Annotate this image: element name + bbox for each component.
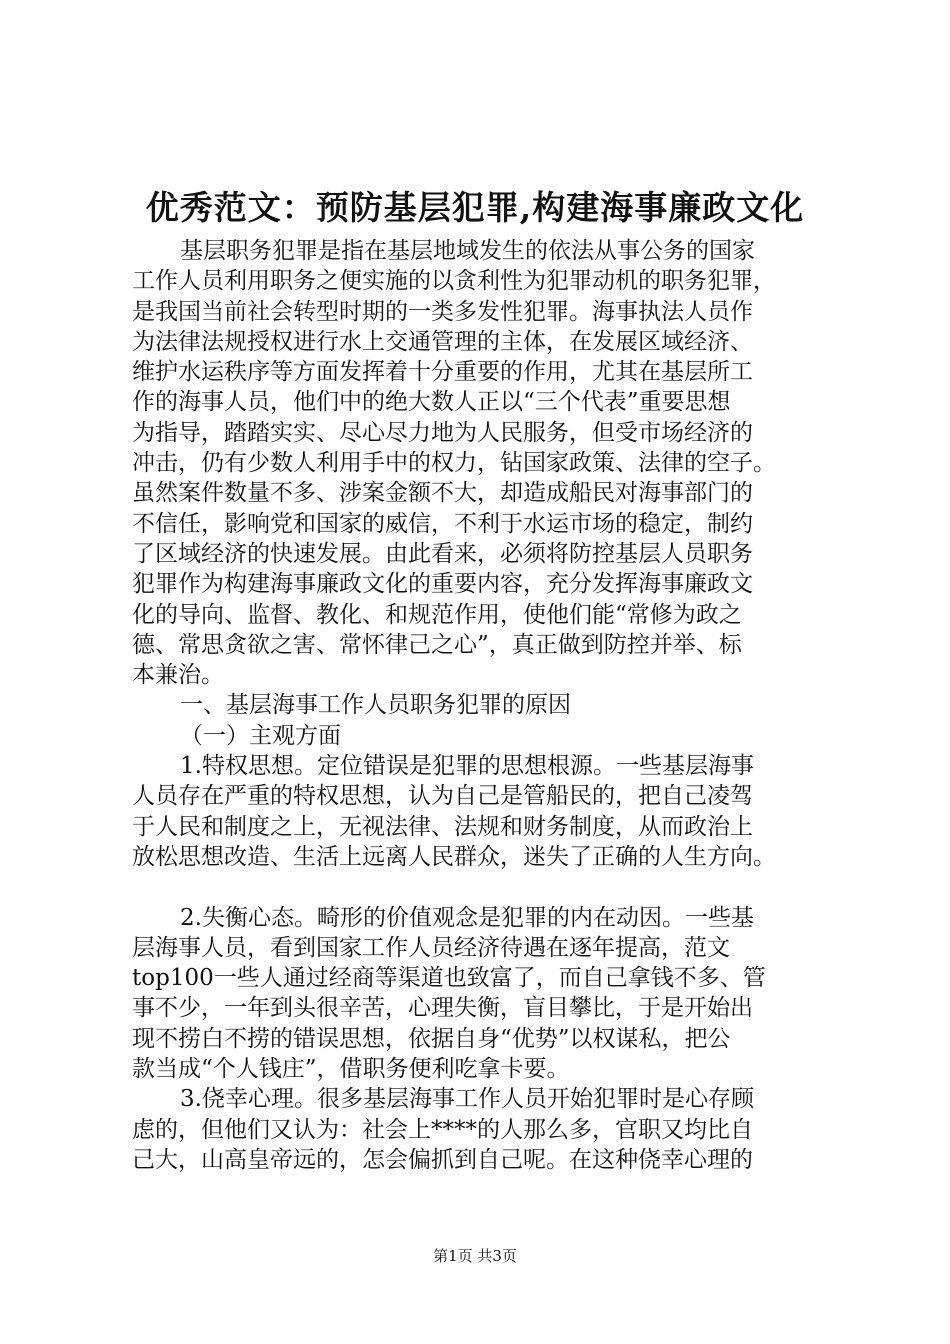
text-line: 款当成“个人钱庄”，借职务便利吃拿卡要。 [132, 1056, 570, 1083]
text-line: 事不少，一年到头很辛苦，心理失衡，盲目攀比，于是开始出 [132, 995, 753, 1022]
text-line: 是我国当前社会转型时期的一类多发性犯罪。海事执法人员作 [132, 298, 753, 325]
text-line: 不信任，影响党和国家的威信，不利于水运市场的稳定，制约 [132, 510, 753, 537]
text-line: 基层职务犯罪是指在基层地域发生的依法从事公务的国家 [180, 238, 755, 264]
page-number-footer: 第1页 共3页 [433, 1247, 517, 1265]
text-line: 化的导向、监督、教化、和规范作用，使他们能“常修为政之 [132, 601, 742, 628]
text-line: 犯罪作为构建海事廉政文化的重要内容，充分发挥海事廉政文 [132, 571, 753, 598]
text-line: 为指导，踏踏实实、尽心尽力地为人民服务，但受市场经济的 [132, 419, 753, 446]
text-line: 德、常思贪欲之害、常怀律己之心”，真正做到防控并举、标 [132, 631, 742, 658]
text-line: 放松思想改造、生活上远离人民群众，迷失了正确的人生方向。 [132, 843, 776, 870]
text-line: 现不捞白不捞的错误思想，依据自身“优势”以权谋私，把公 [132, 1025, 731, 1052]
text-line: 人员存在严重的特权思想，认为自己是管船民的，把自己凌驾 [132, 783, 753, 810]
text-line: 维护水运秩序等方面发挥着十分重要的作用，尤其在基层所工 [132, 359, 753, 386]
text-line: 为法律法规授权进行水上交通管理的主体，在发展区域经济、 [132, 328, 753, 355]
text-line: 2.失衡心态。畸形的价值观念是犯罪的内在动因。一些基 [180, 904, 754, 931]
document-body [132, 236, 832, 1175]
text-line: 虽然案件数量不多、涉案金额不大，却造成船民对海事部门的 [132, 480, 753, 507]
section-heading: 一、基层海事工作人员职务犯罪的原因 [180, 692, 571, 719]
text-line: 工作人员利用职务之便实施的以贪利性为犯罪动机的职务犯罪， [132, 268, 776, 295]
text-line: top100一些人通过经商等渠道也致富了，而自己拿钱不多、管 [132, 965, 766, 992]
text-line: 了区域经济的快速发展。由此看来，必须将防控基层人员职务 [132, 540, 753, 567]
text-line: 层海事人员，看到国家工作人员经济待遇在逐年提高，范文 [132, 934, 730, 961]
subsection-heading: （一）主观方面 [180, 722, 341, 749]
text-line: 冲击，仍有少数人利用手中的权力，钻国家政策、法律的空子。 [132, 450, 776, 477]
text-line: 于人民和制度之上，无视法律、法规和财务制度，从而政治上 [132, 813, 753, 840]
text-line: 本兼治。 [132, 662, 224, 689]
text-line: 3.侥幸心理。很多基层海事工作人员开始犯罪时是心存顾 [180, 1086, 754, 1113]
document-title: 优秀范文：预防基层犯罪,构建海事廉政文化 [145, 188, 805, 227]
blank-line [132, 872, 832, 902]
text-line: 1.特权思想。定位错误是犯罪的思想根源。一些基层海事 [180, 753, 754, 780]
text-line: 作的海事人员，他们中的绝大数人正以“三个代表”重要思想 [132, 389, 731, 416]
text-line: 己大，山高皇帝远的，怎会偏抓到自己呢。在这种侥幸心理的 [132, 1146, 753, 1173]
text-line: 虑的，但他们又认为：社会上****的人那么多，官职又均比自 [132, 1116, 753, 1143]
